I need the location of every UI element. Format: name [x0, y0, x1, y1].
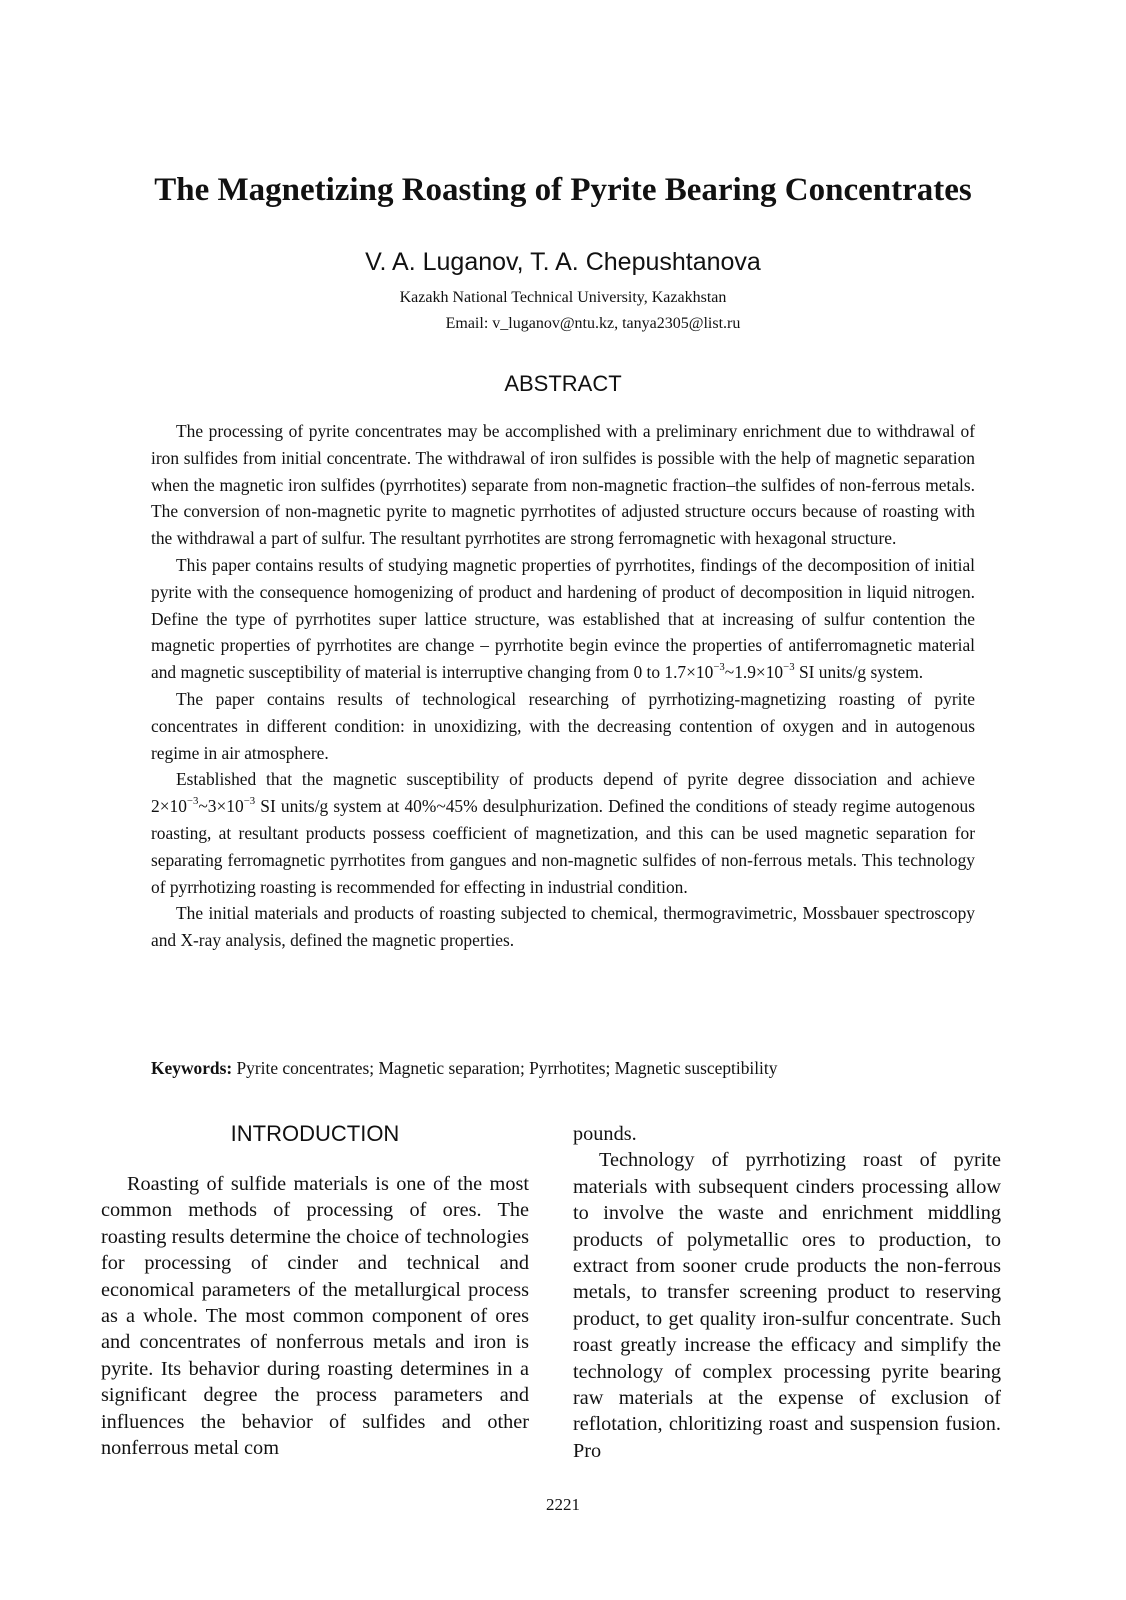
abstract-heading: ABSTRACT	[504, 371, 622, 396]
left-column	[101, 1121, 529, 1461]
abstract-paragraph-4	[151, 766, 975, 900]
abstract	[151, 418, 975, 954]
introduction-paragraph-1: Roasting of sulfide materials is one of the most common methods of processing of ores. The roasting results determine the choice of technologies for processing of cinder and technical and economical parameters of the metallurgical process as a whole. The most common component of ores and concentrates of nonferrous metals and iron is pyrite. Its behavior during roasting determines in a significant degree the process parameters and influences the behavior of sulfides and other nonferrous metal com	[101, 1173, 529, 1460]
affiliation: Kazakh National Technical University, Kazakhstan	[399, 289, 727, 306]
abstract-p4-text-a: Established that the magnetic susceptibility of products depend of pyrite degree dissociation and achieve 2×10	[151, 769, 975, 817]
abstract-paragraph-3: The paper contains results of technological researching of pyrrhotizing-magnetizing roasting of pyrite concentrates in different condition: in unoxidizing, with the decreasing contention of oxygen and in autogenous regime in air atmosphere.	[151, 688, 975, 763]
authors: V. A. Luganov, T. A. Chepushtanova	[365, 248, 761, 276]
introduction-heading: INTRODUCTION	[230, 1121, 400, 1146]
email: Email: v_luganov@ntu.kz, tanya2305@list.ru	[445, 315, 741, 332]
abstract-p2-text-c: SI units/g system.	[794, 662, 924, 683]
abstract-paragraph-1: The processing of pyrite concentrates may be accomplished with a preliminary enrichment due to withdrawal of iron sulfides from initial concentrate. The withdrawal of iron sulfides is possible with the help of magnetic separation when the magnetic iron sulfides (pyrrhotites) separate from non-magnetic fraction–the sulfides of non-ferrous metals. The conversion of non-magnetic pyrite to magnetic pyrrhotites of adjusted structure occurs because of roasting with the withdrawal a part of sulfur. The resultant pyrrhotites are strong ferromagnetic with hexagonal structure.	[151, 421, 975, 549]
keywords	[151, 1055, 975, 1081]
abstract-p2-text-b: ~1.9×10	[724, 662, 784, 683]
exponent: −3	[713, 661, 725, 674]
abstract-p4-text-c: SI units/g system at 40%~45% desulphurization. Defined the conditions of steady regime autogenous roasting, at resultant products possess coefficient of magnetization, and this can be used magnetic separation for separating ferromagnetic pyrrhotites from gangues and non-magnetic sulfides of non-ferrous metals. This technology of pyrrhotizing roasting is recommended for effecting in industrial condition.	[151, 796, 975, 897]
exponent: −3	[186, 795, 199, 808]
keywords-text: Pyrite concentrates; Magnetic separation; Pyrrhotites; Magnetic susceptibility	[232, 1058, 778, 1078]
paper-title: The Magnetizing Roasting of Pyrite Bearing Concentrates	[154, 172, 972, 208]
introduction-paragraph-2: Technology of pyrrhotizing roast of pyrite materials with subsequent cinders processing allow to involve the waste and enrichment middling products of polymetallic ores to production, to extract from sooner crude products the non-ferrous metals, to transfer screening product to reserving product, to get quality iron-sulfur concentrate. Such roast greatly increase the efficacy and simplify the technology of complex processing pyrite bearing raw materials at the expense of exclusion of reflotation, chloritizing roast and suspension fusion. Pro	[573, 1149, 1001, 1462]
introduction-paragraph-1-continued: pounds.	[573, 1123, 637, 1145]
exponent: −3	[783, 661, 795, 674]
abstract-paragraph-2	[151, 552, 975, 686]
exponent: −3	[243, 795, 256, 808]
abstract-p2-text-a: This paper contains results of studying magnetic properties of pyrrhotites, findings of the decomposition of initial pyrite with the consequence homogenizing of product and hardening of product of decomposition in liquid nitrogen. Define the type of pyrrhotites super lattice structure, was established that at increasing of sulfur contention the magnetic properties of pyrrhotites are change – pyrrhotite begin evince the properties of antiferromagnetic material and magnetic susceptibility of material is interruptive changing from 0 to 1.7×10	[151, 554, 975, 683]
right-column	[573, 1121, 1001, 1464]
keywords-label: Keywords:	[151, 1058, 233, 1078]
abstract-p4-text-b: ~3×10	[198, 796, 244, 817]
page-number: 2221	[546, 1495, 580, 1514]
abstract-paragraph-5: The initial materials and products of roasting subjected to chemical, thermogravimetric, Mossbauer spectroscopy and X-ray analysis, defined the magnetic properties.	[151, 903, 975, 951]
